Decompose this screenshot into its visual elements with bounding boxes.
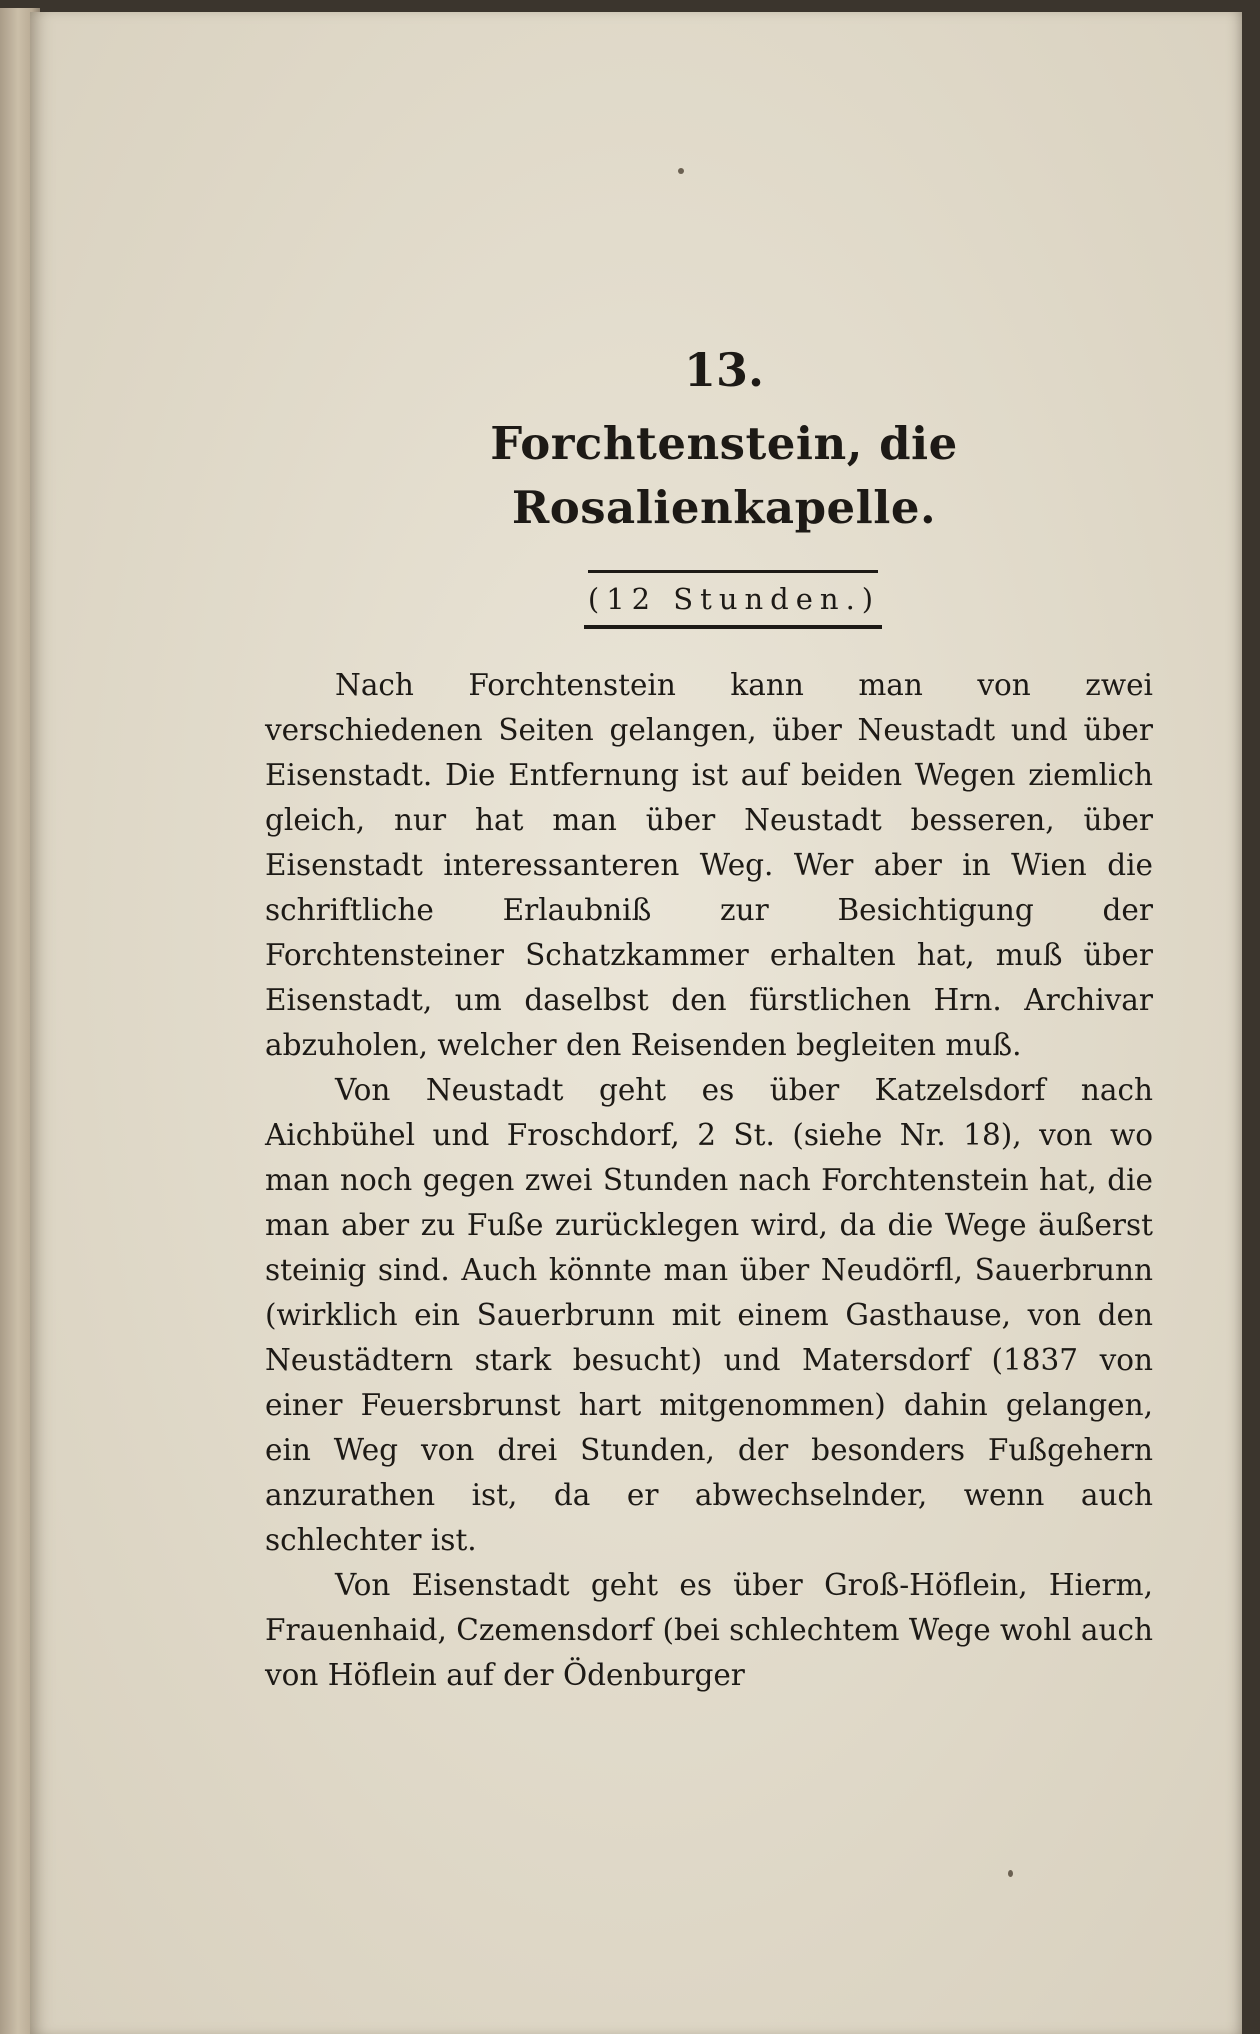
paragraph: Von Neustadt geht es über Katzelsdorf nach Aichbühel und Froschdorf, 2 St. (siehe Nr. 18), von wo man noch gegen zwei Stunden nach Forchtenstein hat, die man aber zu Fuße zurücklegen wird, da die Wege äußerst steinig sind. Auch könnte man über Neudörfl, Sauerbrunn (wirklich ein Sauerbrunn mit einem Gasthause, von den Neustädtern stark besucht) und Matersdorf (1837 von einer Feuersbrunst hart mitgenommen) dahin gelangen, ein Weg von drei Stunden, der besonders Fußgehern anzurathen ist, da er abwechselnder, wenn auch schlechter ist. xyxy=(265,1073,1153,1557)
paragraph: Von Eisenstadt geht es über Groß-Höflein, Hierm, Frauenhaid, Czemensdorf (bei schlechtem Wege wohl auch von Höflein auf der Ödenburger xyxy=(265,1568,1153,1692)
page-content xyxy=(265,340,1153,1698)
travel-duration: (12 Stunden.) xyxy=(587,582,881,616)
chapter-number: 13. xyxy=(683,343,765,397)
rule-divider-bottom xyxy=(584,625,882,629)
duration-block xyxy=(584,570,884,629)
chapter-title: Forchtenstein, die Rosalienkapelle. xyxy=(490,417,958,534)
paragraph: Nach Forchtenstein kann man von zwei verschiedenen Seiten gelangen, über Neustadt und über Eisenstadt. Die Entfernung ist auf beiden Wegen ziemlich gleich, nur hat man über Neustadt besseren, über Eisenstadt interessanteren Weg. Wer aber in Wien die schriftliche Erlaubniß zur Besichtigung der Forchtensteiner Schatzkammer erhalten hat, muß über Eisenstadt, um daselbst den fürstlichen Hrn. Archivar abzuholen, welcher den Reisenden begleiten muß. xyxy=(265,668,1153,1062)
paper-speck xyxy=(1008,1870,1013,1877)
paper-speck xyxy=(678,168,684,174)
body-text xyxy=(265,663,1153,1698)
